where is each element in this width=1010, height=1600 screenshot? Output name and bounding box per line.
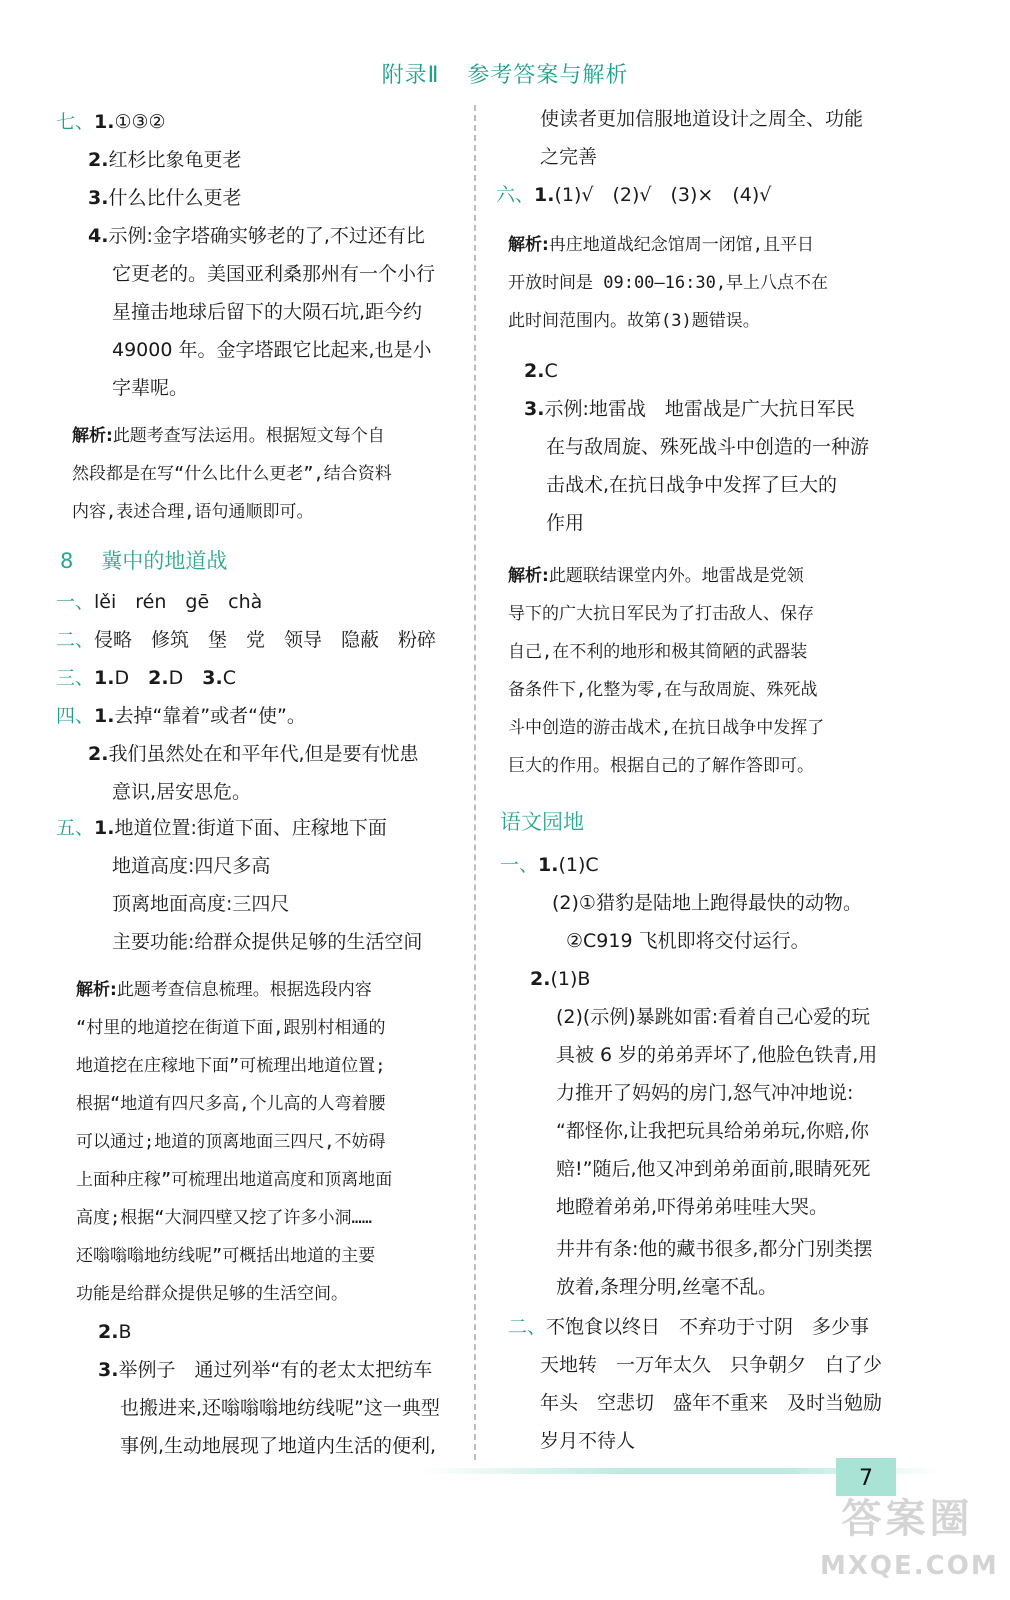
garden-title: 语文园地 [500, 810, 584, 834]
lesson-q5-item3: 3.举例子 通过列举“有的老太太把纺车 [98, 1359, 433, 1381]
garden-q2-line1: 二、不饱食以终日 不弃功于寸阴 多少事 [508, 1316, 870, 1338]
q7-label: 七、 [56, 111, 95, 133]
garden-q1-item1: 一、1.(1)C [500, 854, 599, 876]
lesson-q5-item1: 五、1.地道位置:街道下面、庄稼地下面 [56, 817, 387, 839]
page-number: 7 [836, 1458, 896, 1496]
lesson-q3: 三、1.D 2.D 3.C [56, 667, 236, 689]
lesson-q4-item2-cont: 意识,居安思危。 [112, 781, 252, 803]
q6-item3-cont: 在与敌周旋、殊死战斗中创造的一种游 击战术,在抗日战争中发挥了巨大的 作用 [546, 436, 870, 534]
watermark-logo: 答案圈 MXQE.COM [820, 1496, 999, 1581]
garden-q2-rest: 天地转 一万年太久 只争朝夕 白了少 年头 空悲切 盛年不重来 及时当勉励 岁月不待人 [540, 1354, 883, 1452]
page-header [0, 58, 1010, 89]
garden-q1-2b: (2)(示例)暴跳如雷:看着自己心爱的玩 具被 6 岁的弟弟弄坏了,他脸色铁青,用 力推开了妈妈的房门,怒气冲冲地说: “都怪你,让我把玩具给弟弟玩,你赔,你 赔!”随后,他又冲到弟弟面前,眼睛死死 地瞪着弟弟,吓得弟弟哇哇大哭。 [556, 1006, 878, 1218]
q7-item4: 4.示例:金字塔确实够老的了,不过还有比 [88, 225, 425, 247]
appendix-label: 附录Ⅱ [381, 63, 440, 88]
lesson-q1: 一、lěi rén gē chà [56, 591, 263, 613]
garden-q1-1c: ②C919 飞机即将交付运行。 [566, 930, 810, 952]
q7-item1: 七、1.①③② [56, 111, 166, 133]
q7-item4-cont: 它更老的。美国亚利桑那州有一个小行 星撞击地球后留下的大陨石坑,距今约 49000 年。金字塔跟它比起来,也是小 字辈呢。 [112, 263, 436, 399]
q6-item2: 2.C [524, 360, 558, 382]
q7-item2: 2.红杉比象龟更老 [88, 149, 242, 171]
lesson-q5-item3-cont: 也搬进来,还嗡嗡嗡地纺线呢”这一典型 事例,生动地展现了地道内生活的便利, [120, 1397, 440, 1457]
lesson-q4-item1: 四、1.去掉“靠着”或者“使”。 [56, 705, 306, 727]
lesson-q5-item2: 2.B [98, 1321, 132, 1343]
lesson-q5-lines: 地道高度:四尺多高 顶离地面高度:三四尺 主要功能:给群众提供足够的生活空间 [112, 855, 423, 953]
header-title: 参考答案与解析 [467, 63, 629, 88]
garden-q1-item2: 2.(1)B [530, 968, 591, 990]
q6-item1: 六、1.(1)√ (2)√ (3)× (4)√ [496, 184, 772, 206]
lesson-q2: 二、侵略 修筑 堡 党 领导 隐蔽 粉碎 [56, 629, 437, 651]
lesson-q5-analysis: 解析:此题考查信息梳理。根据选段内容 “村里的地道挖在街道下面,跟别村相通的 地道挖在庄稼地下面”可梳理出地道位置; 根据“地道有四尺多高,个儿高的人弯着腰 可以通过;地道的顶离地面三四尺,不妨碍 上面种庄稼”可梳理出地道高度和顶离地面 高度;根据“大洞四壁又挖了许多小洞…… 还嗡嗡嗡地纺线呢”可概括出地道的主要 功能是给群众提供足够的生活空间。 [76, 980, 393, 1304]
garden-q1-2c: 井井有条:他的藏书很多,都分门别类摆 放着,条理分明,丝毫不乱。 [556, 1238, 873, 1298]
column-divider [474, 105, 476, 1460]
q6-item3: 3.示例:地雷战 地雷战是广大抗日军民 [524, 398, 855, 420]
q6-analysis-1: 解析:冉庄地道战纪念馆周一闭馆,且平日 开放时间是 09:00—16:30,早上八点不在 此时间范围内。故第(3)题错误。 [508, 235, 829, 331]
lesson-title: 8 冀中的地道战 [60, 549, 228, 573]
q7-analysis: 解析:此题考查写法运用。根据短文每个自 然段都是在写“什么比什么更老”,结合资料 内容,表述合理,语句通顺即可。 [72, 426, 392, 522]
q7-item3: 3.什么比什么更老 [88, 187, 242, 209]
lesson-q4-item2: 2.我们虽然处在和平年代,但是要有忧患 [88, 743, 419, 765]
q5-item3-cont-right: 使读者更加信服地道设计之周全、功能 之完善 [540, 108, 864, 168]
q6-analysis-2: 解析:此题联结课堂内外。地雷战是党领 导下的广大抗日军民为了打击敌人、保存 自己,在不利的地形和极其简陋的武器装 备条件下,化整为零,在与敌周旋、殊死战 斗中创造的游击战术,在抗日战争中发挥了 巨大的作用。根据自己的了解作答即可。 [508, 566, 825, 776]
garden-q1-1b: (2)①猎豹是陆地上跑得最快的动物。 [552, 892, 862, 914]
